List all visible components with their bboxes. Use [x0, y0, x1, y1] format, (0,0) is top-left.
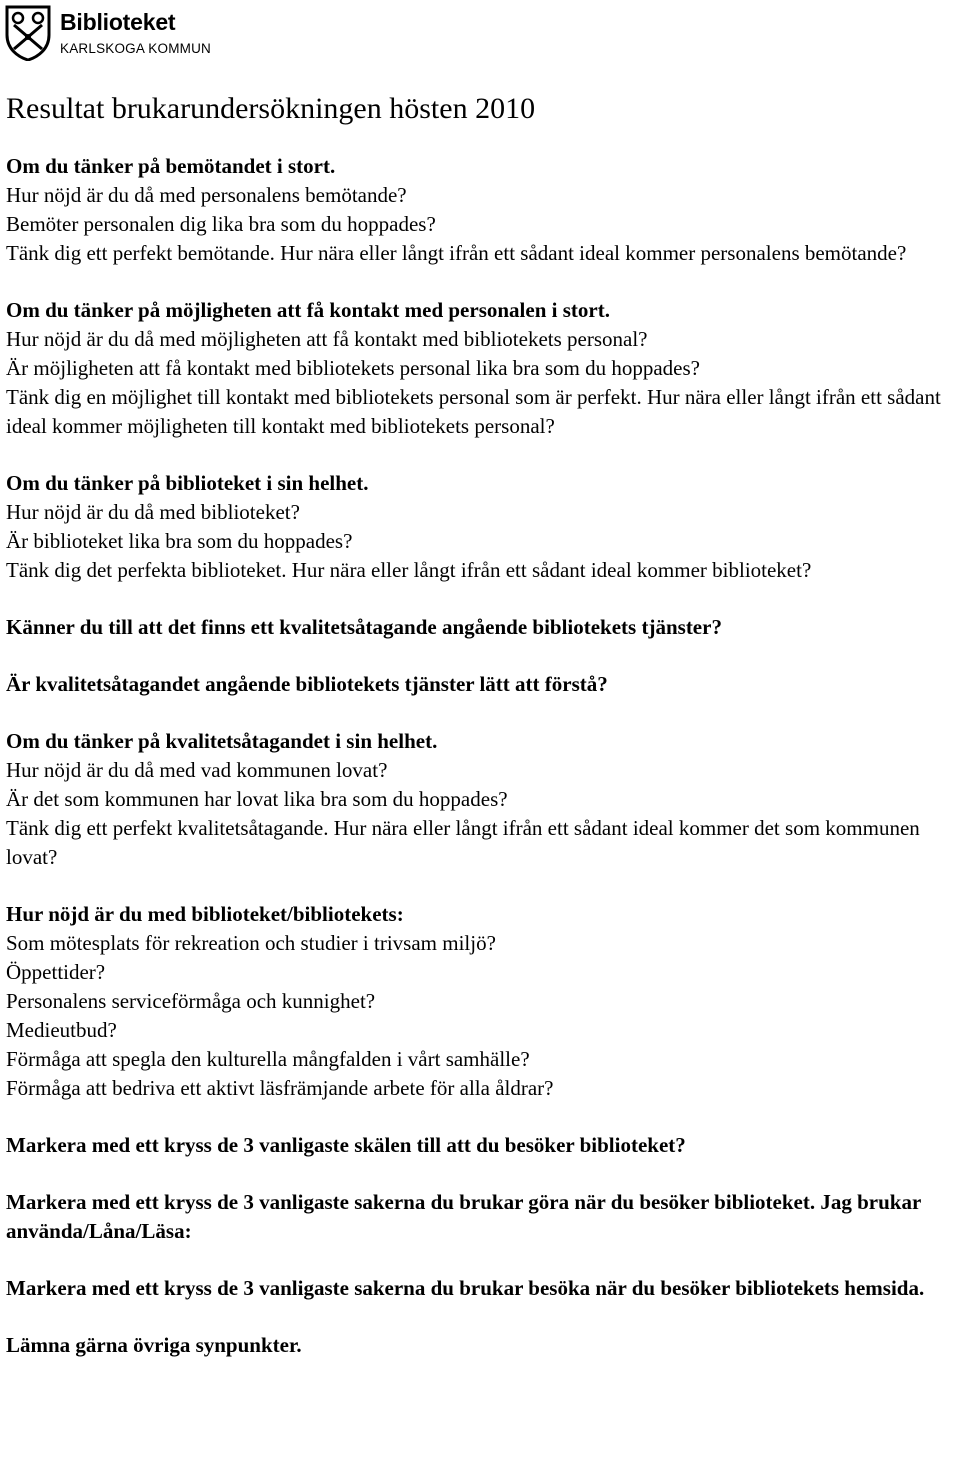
section-heading: Känner du till att det finns ett kvalitetsåtagande angående bibliotekets tjänster? [6, 615, 722, 639]
section-heading: Lämna gärna övriga synpunkter. [6, 1333, 302, 1357]
survey-question: Personalens serviceförmåga och kunnighet? [6, 989, 376, 1013]
survey-question: Tänk dig ett perfekt bemötande. Hur nära eller långt ifrån ett sådant ideal kommer personalens bemötande? [6, 241, 907, 265]
survey-section [6, 1274, 956, 1303]
survey-section [6, 1331, 956, 1360]
logo-subtitle: KARLSKOGA KOMMUN [60, 40, 211, 56]
library-logo [4, 4, 211, 62]
survey-question: Hur nöjd är du då med biblioteket? [6, 500, 300, 524]
logo-text [60, 8, 211, 56]
section-heading: Om du tänker på biblioteket i sin helhet. [6, 471, 369, 495]
section-heading: Markera med ett kryss de 3 vanligaste skälen till att du besöker biblioteket? [6, 1133, 686, 1157]
section-heading: Är kvalitetsåtagandet angående bibliotekets tjänster lätt att förstå? [6, 672, 608, 696]
survey-section [6, 670, 956, 699]
sections-container [6, 152, 956, 1360]
karlskoga-crest-icon [4, 5, 52, 61]
survey-section [6, 296, 956, 441]
section-heading: Markera med ett kryss de 3 vanligaste sakerna du brukar besöka när du besöker bibliotekets hemsida. [6, 1276, 925, 1300]
survey-section [6, 1131, 956, 1160]
survey-question: Öppettider? [6, 960, 106, 984]
survey-question: Förmåga att bedriva ett aktivt läsfrämjande arbete för alla åldrar? [6, 1076, 554, 1100]
survey-question: Medieutbud? [6, 1018, 117, 1042]
survey-question: Är det som kommunen har lovat lika bra som du hoppades? [6, 787, 508, 811]
survey-question: Tänk dig ett perfekt kvalitetsåtagande. Hur nära eller långt ifrån ett sådant ideal kommer det som kommunen lovat? [6, 816, 920, 869]
survey-section [6, 469, 956, 585]
survey-question: Tänk dig en möjlighet till kontakt med bibliotekets personal som är perfekt. Hur nära eller långt ifrån ett sådant ideal kommer möjligheten till kontakt med bibliotekets personal? [6, 385, 941, 438]
logo-title: Biblioteket [60, 8, 176, 35]
survey-section [6, 613, 956, 642]
survey-question: Tänk dig det perfekta biblioteket. Hur nära eller långt ifrån ett sådant ideal kommer biblioteket? [6, 558, 812, 582]
section-heading: Om du tänker på bemötandet i stort. [6, 154, 336, 178]
survey-question: Hur nöjd är du då med vad kommunen lovat? [6, 758, 388, 782]
document-content [6, 88, 956, 1388]
survey-section [6, 1188, 956, 1246]
survey-question: Som mötesplats för rekreation och studier i trivsam miljö? [6, 931, 496, 955]
survey-question: Är biblioteket lika bra som du hoppades? [6, 529, 353, 553]
section-heading: Hur nöjd är du med biblioteket/bibliotekets: [6, 902, 404, 926]
section-heading: Om du tänker på kvalitetsåtagandet i sin helhet. [6, 729, 438, 753]
section-heading: Om du tänker på möjligheten att få kontakt med personalen i stort. [6, 298, 610, 322]
section-heading: Markera med ett kryss de 3 vanligaste sakerna du brukar göra när du besöker biblioteket. Jag brukar använda/Låna/Läsa: [6, 1190, 921, 1243]
survey-question: Hur nöjd är du då med möjligheten att få kontakt med bibliotekets personal? [6, 327, 648, 351]
survey-question: Hur nöjd är du då med personalens bemötande? [6, 183, 407, 207]
survey-section [6, 900, 956, 1103]
document-title: Resultat brukarundersökningen hösten 2010 [6, 92, 536, 125]
survey-section [6, 727, 956, 872]
survey-question: Är möjligheten att få kontakt med bibliotekets personal lika bra som du hoppades? [6, 356, 700, 380]
survey-section [6, 152, 956, 268]
survey-question: Förmåga att spegla den kulturella mångfalden i vårt samhälle? [6, 1047, 530, 1071]
survey-question: Bemöter personalen dig lika bra som du hoppades? [6, 212, 436, 236]
